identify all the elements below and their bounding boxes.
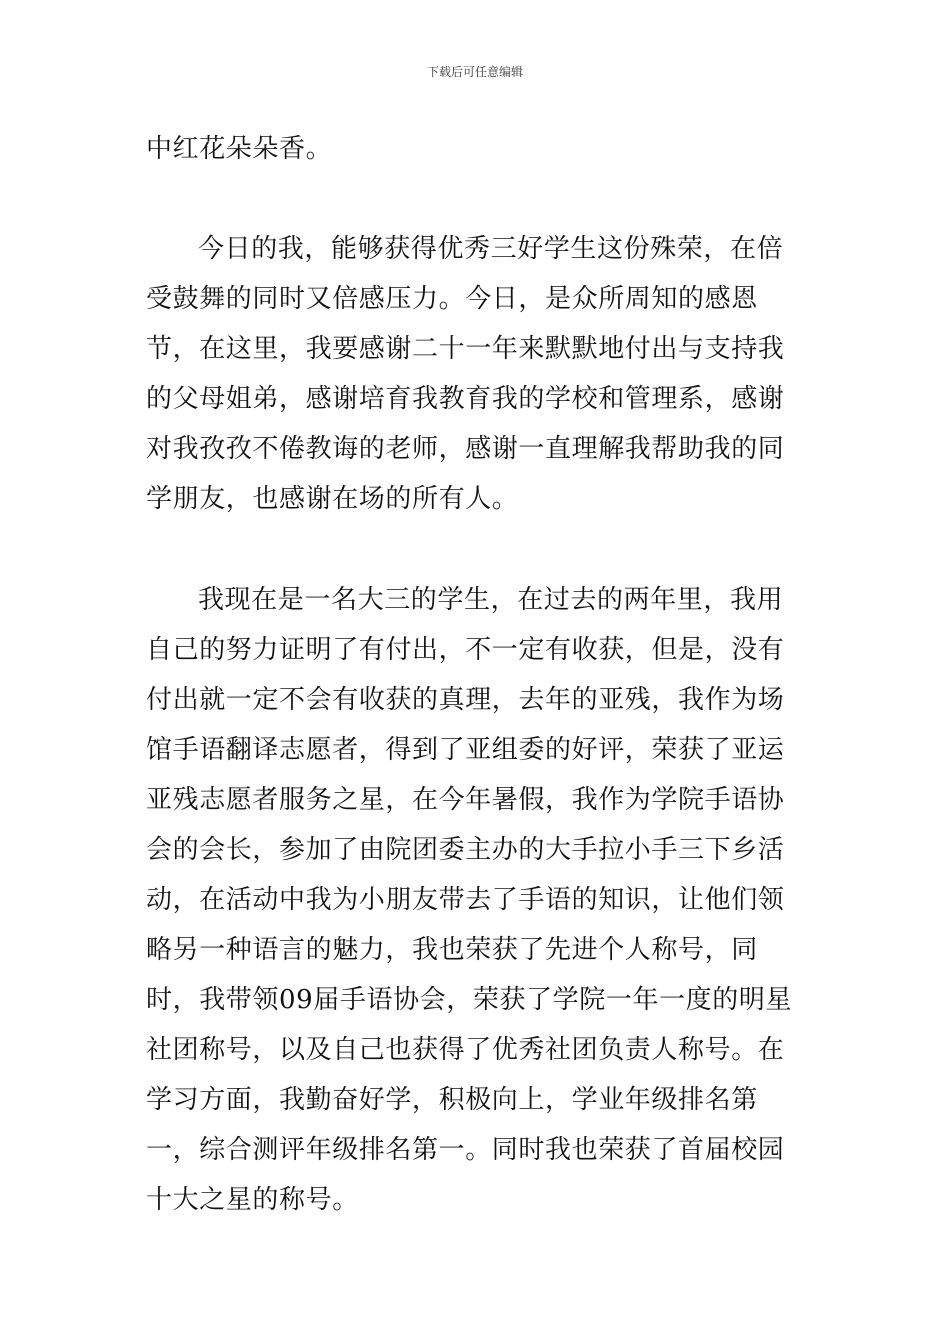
paragraph-achievements [146, 575, 808, 1225]
page-header: 下载后可任意编辑 [426, 65, 523, 79]
paragraph-text: 今日的我，能够获得优秀三好学生这份殊荣，在倍受鼓舞的同时又倍感压力。今日，是众所周知的感恩节，在这里，我要感谢二十一年来默默地付出与支持我的父母姐弟，感谢培育我教育我的学校和管理系，感谢对我孜孜不倦教诲的老师，感谢一直理解我帮助我的同学朋友，也感谢在场的所有人。 [146, 234, 785, 514]
paragraph-gratitude [146, 224, 808, 524]
paragraph-text: 我现在是一名大三的学生，在过去的两年里，我用自己的努力证明了有付出，不一定有收获，但是，没有付出就一定不会有收获的真理，去年的亚残，我作为场馆手语翻译志愿者，得到了亚组委的好评，荣获了亚运亚残志愿者服务之星，在今年暑假，我作为学院手语协会的会长，参加了由院团委主办的大手拉小手三下乡活动，在活动中我为小朋友带去了手语的知识，让他们领略另一种语言的魅力，我也荣获了先进个人称号，同时，我带领09届手语协会，荣获了学院一年一度的明星社团称号，以及自己也获得了优秀社团负责人称号。在学习方面，我勤奋好学，积极向上，学业年级排名第一，综合测评年级排名第一。同时我也荣获了首届校园十大之星的称号。 [146, 585, 793, 1215]
paragraph-continuation [146, 124, 808, 174]
paragraph-text: 中红花朵朵香。 [146, 134, 333, 164]
